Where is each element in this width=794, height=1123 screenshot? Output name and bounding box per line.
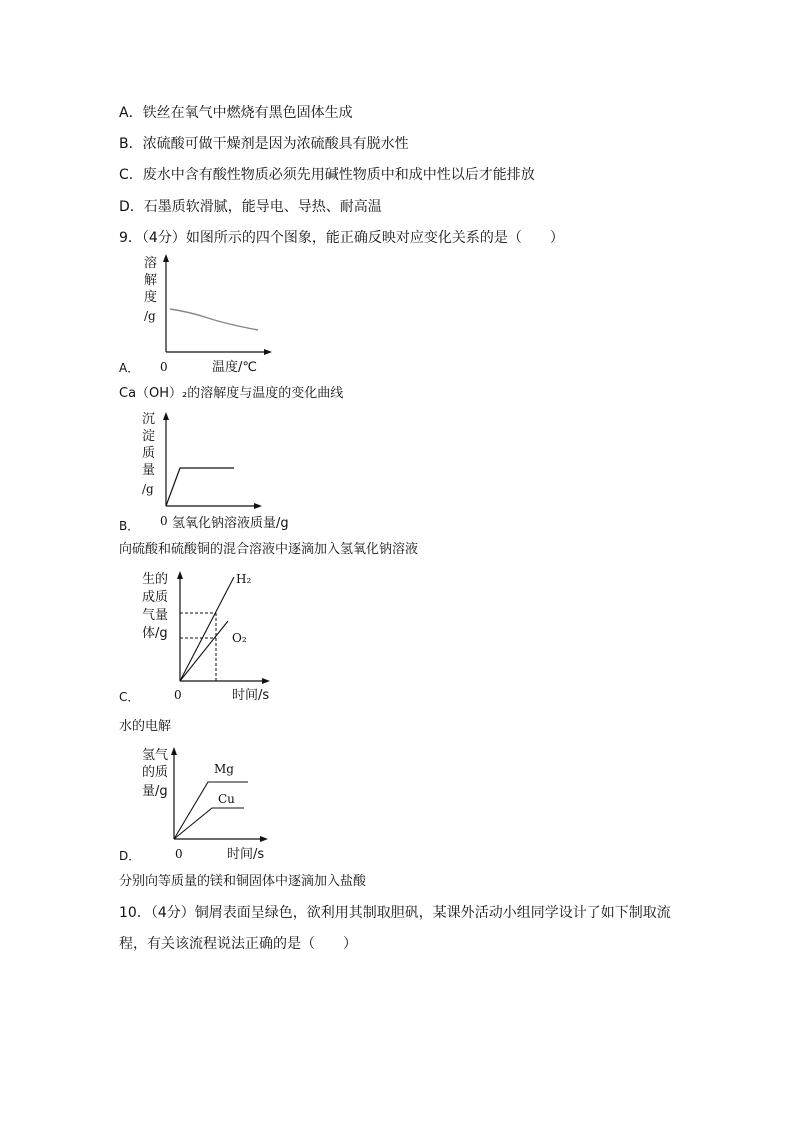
graph-d-cu-label: Cu	[218, 792, 235, 806]
graph-d-xlabel: 时间/s	[227, 847, 265, 862]
graph-c-o2-line	[180, 621, 228, 681]
graph-d-mg-label: Mg	[214, 762, 234, 776]
option-b: B．浓硫酸可做干燥剂是因为浓硫酸具有脱水性	[119, 136, 409, 152]
graph-d-y-arrow	[171, 747, 177, 755]
graph-a-ylabel-2: 解	[144, 273, 158, 288]
graph-d-caption: 分别向等质量的镁和铜固体中逐滴加入盐酸	[119, 874, 367, 889]
graph-d-ylabel-3: 量/g	[142, 784, 168, 799]
graph-d-origin: 0	[175, 847, 183, 861]
graph-c-xlabel: 时间/s	[232, 688, 270, 703]
graph-b-ylabel-5: /g	[142, 482, 154, 496]
graph-c	[119, 563, 290, 704]
graph-b-option-label: B．	[119, 519, 140, 533]
graph-d-option-label: D．	[119, 849, 141, 863]
graph-d-x-arrow	[260, 836, 268, 842]
graph-c-h2-label: H₂	[236, 572, 252, 586]
graph-b-caption: 向硫酸和硫酸铜的混合溶液中逐滴加入氢氧化钠溶液	[119, 542, 419, 557]
graph-c-ylabel-4: 体/g	[142, 626, 168, 641]
graph-c-caption: 水的电解	[119, 719, 172, 734]
graph-b-ylabel-3: 质	[142, 446, 156, 461]
question-9-stem: 9．（4分）如图所示的四个图象，能正确反映对应变化关系的是（ ）	[119, 230, 564, 246]
graph-c-option-label: C．	[119, 690, 140, 704]
graph-a-ylabel-3: 度	[144, 290, 158, 305]
graph-a-y-arrow	[163, 254, 169, 262]
graph-d-cu-curve	[174, 808, 244, 839]
option-d: D．石墨质软滑腻，能导电、导热、耐高温	[119, 199, 382, 215]
graph-b	[119, 408, 330, 533]
graph-c-origin: 0	[174, 688, 182, 702]
graph-c-ylabel-3: 气量	[142, 608, 169, 623]
graph-a	[119, 252, 290, 377]
graph-b-ylabel-4: 量	[142, 463, 156, 478]
graph-b-y-arrow	[163, 412, 169, 420]
graph-b-xlabel: 氢氧化钠溶液质量/g	[172, 516, 289, 531]
graph-b-curve	[166, 468, 234, 506]
graph-a-ylabel-4: /g	[144, 309, 156, 323]
graph-a-option-label: A．	[119, 361, 140, 375]
graph-c-x-arrow	[262, 678, 270, 684]
graph-c-o2-label: O₂	[232, 631, 247, 645]
graph-b-origin: 0	[160, 514, 168, 528]
graph-b-ylabel-2: 淀	[142, 429, 156, 444]
graph-a-xlabel: 温度/℃	[212, 360, 257, 375]
option-a: A．铁丝在氧气中燃烧有黑色固体生成	[119, 105, 353, 121]
graph-b-x-arrow	[254, 503, 262, 509]
graph-a-ylabel-1: 溶	[144, 256, 158, 271]
graph-c-h2-line	[180, 577, 234, 681]
graph-a-origin: 0	[160, 360, 168, 374]
question-10-line-1: 10．（4分）铜屑表面呈绿色，欲利用其制取胆矾，某课外活动小组同学设计了如下制取流	[119, 905, 671, 921]
graph-c-ylabel-1: 生的	[142, 572, 169, 587]
graph-d	[119, 742, 290, 867]
question-10-line-2: 程，有关该流程说法正确的是（ ）	[119, 936, 357, 952]
graph-c-y-arrow	[177, 571, 183, 579]
graph-d-ylabel-1: 氢气	[142, 748, 169, 763]
graph-c-ylabel-2: 成质	[142, 590, 169, 605]
graph-a-curve	[170, 309, 258, 330]
option-c: C．废水中含有酸性物质必须先用碱性物质中和成中性以后才能排放	[119, 167, 535, 183]
graph-d-ylabel-2: 的质	[142, 765, 169, 780]
graph-b-ylabel-1: 沉	[142, 412, 156, 427]
graph-a-caption: Ca（OH）₂的溶解度与温度的变化曲线	[119, 386, 344, 401]
graph-a-x-arrow	[264, 349, 272, 355]
